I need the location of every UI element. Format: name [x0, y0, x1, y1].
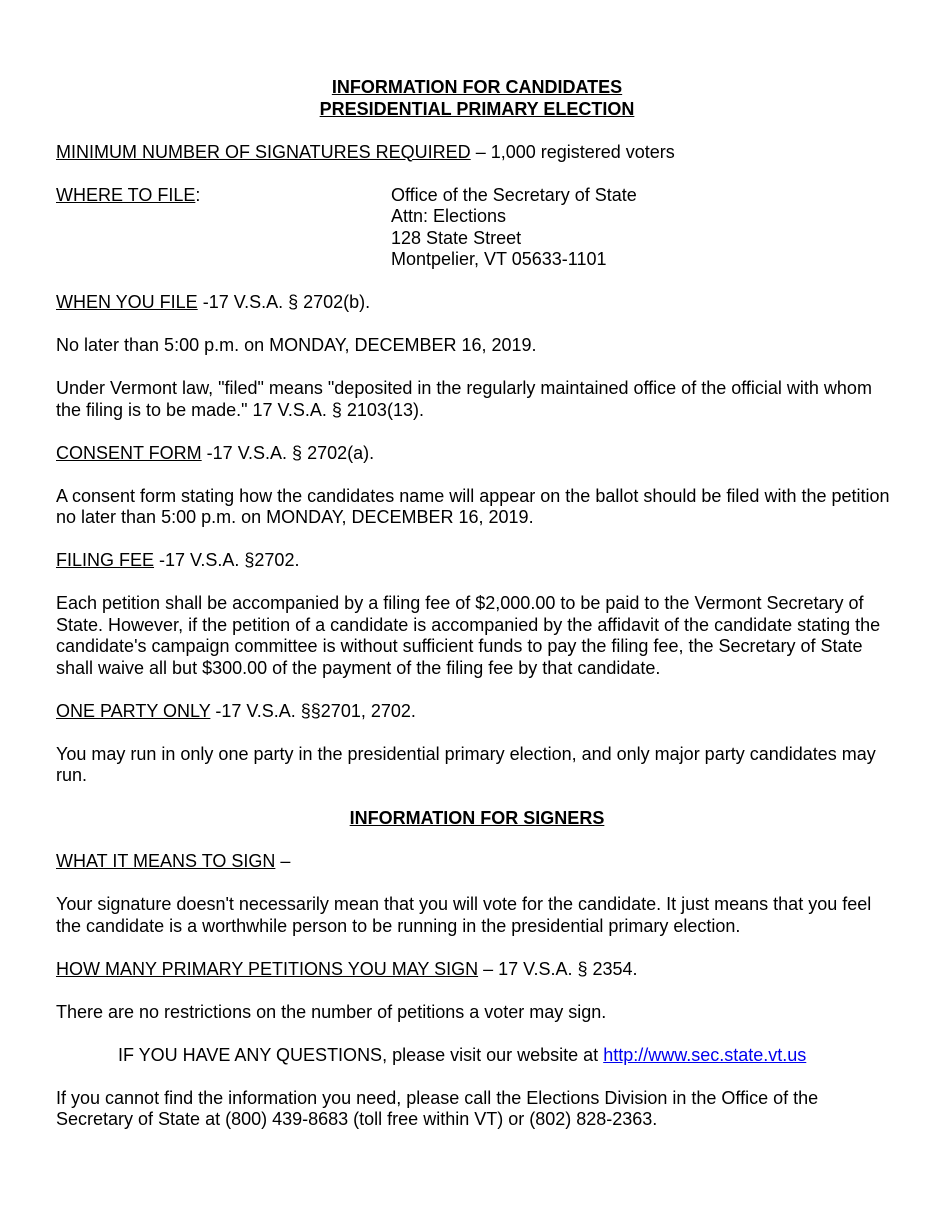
- where-to-file-label: WHERE TO FILE: [56, 184, 196, 205]
- document-title-line2: PRESIDENTIAL PRIMARY ELECTION: [319, 98, 635, 119]
- filing-address: [391, 185, 637, 271]
- filing-fee-label: FILING FEE: [56, 550, 155, 570]
- filing-fee-citation: -17 V.S.A. §2702.: [154, 550, 300, 570]
- document-page: [56, 77, 898, 1131]
- what-it-means-label: WHAT IT MEANS TO SIGN: [56, 851, 276, 871]
- address-line: Montpelier, VT 05633-1101: [391, 249, 607, 269]
- questions-line: [56, 1045, 898, 1067]
- when-you-file-citation: -17 V.S.A. § 2702(b).: [197, 292, 371, 312]
- consent-form-label: CONSENT FORM: [56, 442, 202, 463]
- what-it-means-heading: [56, 851, 898, 873]
- min-signatures-label: MINIMUM NUMBER OF SIGNATURES REQUIRED: [56, 141, 471, 162]
- how-many-heading: [56, 959, 898, 981]
- min-signatures-paragraph: [56, 142, 898, 164]
- signers-section-title: INFORMATION FOR SIGNERS: [349, 808, 605, 828]
- one-party-label: ONE PARTY ONLY: [56, 700, 211, 721]
- filing-fee-text: Each petition shall be accompanied by a filing fee of $2,000.00 to be paid to the Vermont Secretary of State. However, if the petition of a candidate is accompanied by the affidavit of the candidate stating the candidate's campaign committee is without sufficient funds to pay the filing fee, the Secretary of State shall waive all but $300.00 of the payment of the filing fee by that candidate.: [56, 593, 881, 678]
- address-line: 128 State Street: [391, 227, 522, 248]
- one-party-heading: [56, 701, 898, 723]
- where-to-file-heading: [56, 185, 391, 271]
- filed-definition: Under Vermont law, "filed" means "deposited in the regularly maintained office of the official with whom the filing is to be made." 17 V.S.A. § 2103(13).: [56, 378, 872, 420]
- consent-form-text: A consent form stating how the candidates name will appear on the ballot should be filed with the petition no later than 5:00 p.m. on MONDAY, DECEMBER 16, 2019.: [56, 485, 890, 527]
- where-to-file-section: [56, 185, 898, 271]
- when-you-file-label: WHEN YOU FILE: [56, 292, 198, 312]
- website-link[interactable]: http://www.sec.state.vt.us: [603, 1044, 807, 1065]
- consent-form-citation: -17 V.S.A. § 2702(a).: [201, 442, 375, 463]
- how-many-label: HOW MANY PRIMARY PETITIONS YOU MAY SIGN: [56, 958, 479, 979]
- address-line: Office of the Secretary of State: [391, 184, 637, 205]
- filing-fee-heading: [56, 550, 898, 572]
- how-many-citation: – 17 V.S.A. § 2354.: [478, 958, 638, 979]
- when-you-file-heading: [56, 292, 898, 314]
- address-line: Attn: Elections: [391, 206, 507, 226]
- how-many-text: There are no restrictions on the number of petitions a voter may sign.: [56, 1001, 607, 1022]
- where-to-file-colon: :: [195, 184, 201, 205]
- document-title-line1: INFORMATION FOR CANDIDATES: [331, 77, 623, 97]
- consent-form-heading: [56, 443, 898, 465]
- what-it-means-text: Your signature doesn't necessarily mean that you will vote for the candidate. It just means that you feel the candidate is a worthwhile person to be running in the presidential primary election.: [56, 894, 872, 936]
- one-party-citation: -17 V.S.A. §§2701, 2702.: [210, 700, 416, 721]
- min-signatures-text: – 1,000 registered voters: [470, 141, 675, 162]
- what-it-means-dash: –: [275, 851, 291, 871]
- filing-deadline: No later than 5:00 p.m. on MONDAY, DECEMBER 16, 2019.: [56, 335, 537, 355]
- contact-text: If you cannot find the information you need, please call the Elections Division in the Office of the Secretary of State at (800) 439-8683 (toll free within VT) or (802) 828-2363.: [56, 1087, 819, 1129]
- one-party-text: You may run in only one party in the presidential primary election, and only major party candidates may run.: [56, 743, 876, 785]
- questions-text: IF YOU HAVE ANY QUESTIONS, please visit our website at: [118, 1044, 604, 1065]
